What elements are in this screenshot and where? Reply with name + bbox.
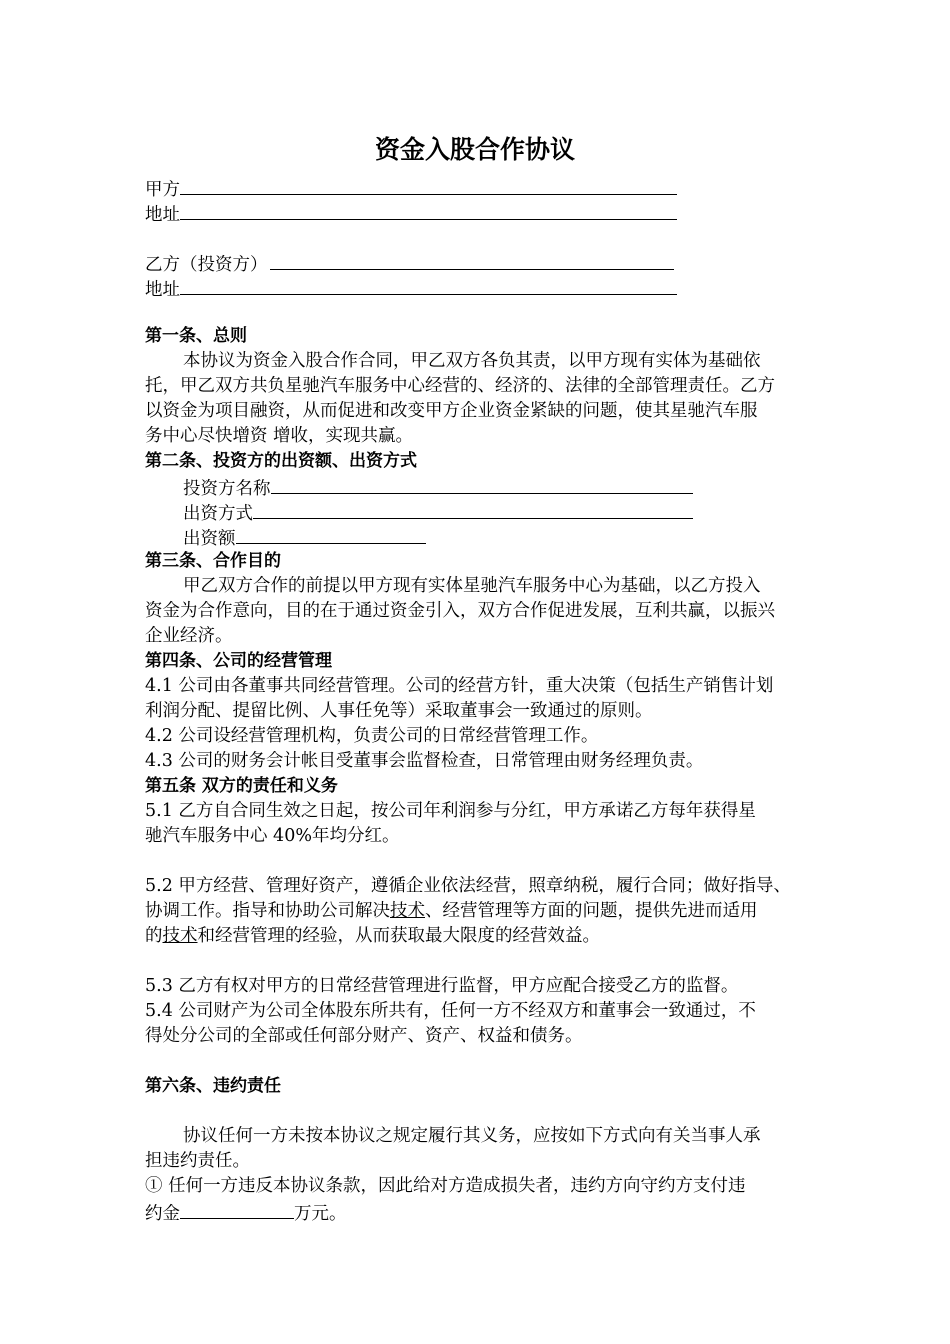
party-b-blank[interactable]: [270, 250, 674, 270]
address-b-line: [145, 275, 677, 303]
penalty-suffix: 万元。: [294, 1204, 347, 1224]
investor-name-label: 投资方名称: [183, 479, 271, 499]
article-5-line: [145, 899, 758, 924]
investor-name-blank[interactable]: [271, 474, 693, 494]
article-6-line: 协议任何一方未按本协议之规定履行其义务，应按如下方式向有关当事人承: [183, 1126, 761, 1146]
amount-label: 出资额: [183, 529, 236, 549]
article-1-line: 以资金为项目融资，从而促进和改变甲方企业资金紧缺的问题，使其星驰汽车服: [145, 401, 758, 421]
article-4-heading: 第四条、公司的经营管理: [145, 651, 332, 671]
document-title: 资金入股合作协议: [374, 135, 575, 164]
amount-line: [183, 524, 426, 552]
penalty-prefix: 约金: [145, 1204, 180, 1224]
method-line: [183, 499, 693, 527]
article-4-line: 利润分配、提留比例、人事任免等）采取董事会一致通过的原则。: [145, 701, 653, 721]
method-blank[interactable]: [253, 499, 693, 519]
address-a-label: 地址: [145, 205, 180, 225]
article-5-heading: 第五条 双方的责任和义务: [145, 776, 338, 796]
article-6-line: 担违约责任。: [145, 1151, 250, 1171]
party-b-label: 乙方（投资方）: [145, 255, 268, 275]
article-1-line: 托，甲乙双方共负星驰汽车服务中心经营的、经济的、法律的全部管理责任。乙方: [145, 376, 775, 396]
article-6-line: ① 任何一方违反本协议条款，因此给对方造成损失者，违约方向守约方支付违: [145, 1176, 746, 1196]
party-a-label: 甲方: [145, 180, 180, 200]
article-5-line: 5.2 甲方经营、管理好资产，遵循企业依法经营，照章纳税，履行合同；做好指导、: [145, 876, 791, 896]
party-a-line: [145, 175, 677, 203]
article-4-line: 4.3 公司的财务会计帐目受董事会监督检查，日常管理由财务经理负责。: [145, 751, 704, 771]
investor-name-line: [183, 474, 693, 502]
address-a-line: [145, 200, 677, 228]
article-3-line: 资金为合作意向，目的在于通过资金引入，双方合作促进发展，互利共赢，以振兴: [145, 601, 775, 621]
address-b-label: 地址: [145, 280, 180, 300]
article-4-line: 4.2 公司设经营管理机构，负责公司的日常经营管理工作。: [145, 726, 599, 746]
article-6-heading: 第六条、违约责任: [145, 1076, 281, 1096]
article-3-line: 甲乙双方合作的前提以甲方现有实体星驰汽车服务中心为基础，以乙方投入: [183, 576, 761, 596]
text-run: 和经营管理的经验，从而获取最大限度的经营效益。: [197, 926, 600, 946]
party-b-line: [145, 250, 674, 278]
text-run: 协调工作。指导和协助公司解决: [145, 901, 390, 921]
article-5-line: 得处分公司的全部或任何部分财产、资产、权益和债务。: [145, 1026, 583, 1046]
article-3-heading: 第三条、合作目的: [145, 551, 281, 571]
address-b-blank[interactable]: [180, 275, 677, 295]
article-4-line: 4.1 公司由各董事共同经营管理。公司的经营方针，重大决策（包括生产销售计划: [145, 676, 774, 696]
penalty-line: [145, 1199, 347, 1227]
address-a-blank[interactable]: [180, 200, 677, 220]
article-1-heading: 第一条、总则: [145, 326, 247, 346]
article-5-line: 驰汽车服务中心 40%年均分红。: [145, 826, 400, 846]
article-2-heading: 第二条、投资方的出资额、出资方式: [145, 451, 417, 471]
method-label: 出资方式: [183, 504, 253, 524]
article-5-line: [145, 924, 600, 949]
penalty-amount-blank[interactable]: [180, 1199, 294, 1219]
text-run: 的: [145, 926, 163, 946]
article-5-line: 5.3 乙方有权对甲方的日常经营管理进行监督，甲方应配合接受乙方的监督。: [145, 976, 739, 996]
article-1-line: 本协议为资金入股合作合同，甲乙双方各负其责，以甲方现有实体为基础依: [183, 351, 761, 371]
text-run: 、经营管理等方面的问题，提供先进而适用: [425, 901, 758, 921]
technology-link[interactable]: 技术: [162, 926, 198, 946]
article-5-line: 5.4 公司财产为公司全体股东所共有，任何一方不经双方和董事会一致通过，不: [145, 1001, 756, 1021]
party-a-blank[interactable]: [180, 175, 677, 195]
technology-link[interactable]: 技术: [390, 901, 425, 921]
amount-blank[interactable]: [236, 524, 426, 544]
article-5-line: 5.1 乙方自合同生效之日起，按公司年利润参与分红，甲方承诺乙方每年获得星: [145, 801, 756, 821]
article-3-line: 企业经济。: [145, 626, 233, 646]
article-1-line: 务中心尽快增资 增收，实现共赢。: [145, 426, 414, 446]
